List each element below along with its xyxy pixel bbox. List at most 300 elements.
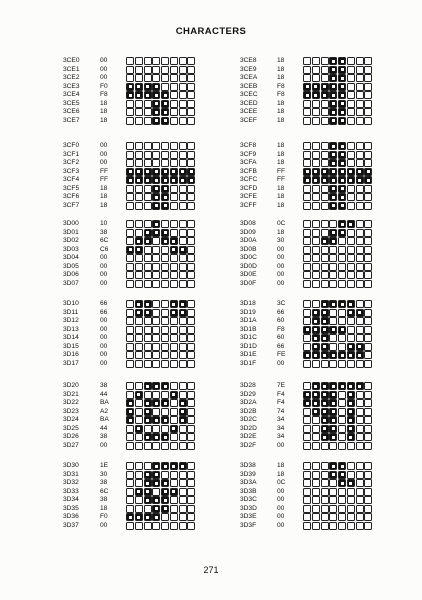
bit-cell-on	[144, 471, 152, 479]
bit-cell-off	[126, 220, 134, 228]
bit-cell-off	[338, 513, 346, 521]
bit-cell-off	[329, 254, 337, 262]
bit-cell-off	[187, 343, 195, 351]
bit-cell-off	[356, 254, 364, 262]
bit-cell-off	[321, 263, 329, 271]
bit-cell-on	[144, 382, 152, 390]
bit-cell-off	[303, 479, 311, 487]
bit-cell-off	[329, 488, 337, 496]
address-label: 3D3A	[240, 479, 257, 487]
hex-value: 66	[100, 308, 108, 316]
address-label: 3D07	[63, 279, 79, 287]
bit-cell-off	[144, 334, 152, 342]
bit-cell-on	[321, 176, 329, 184]
bit-cell-off	[126, 317, 134, 325]
bit-cell-on	[312, 399, 320, 407]
hex-value: F4	[277, 399, 285, 407]
bit-cell-on	[338, 176, 346, 184]
bit-cell-off	[312, 57, 320, 65]
hex-value: 6C	[100, 487, 109, 495]
bit-cell-off	[135, 100, 143, 108]
bit-cell-off	[161, 57, 169, 65]
bit-cell-off	[356, 246, 364, 254]
bit-cell-off	[161, 280, 169, 288]
bit-cell-off	[312, 522, 320, 530]
bit-cell-off	[187, 263, 195, 271]
hex-value: 18	[100, 193, 108, 201]
bit-cell-off	[187, 271, 195, 279]
bit-cell-off	[144, 108, 152, 116]
bit-cell-off	[187, 91, 195, 99]
address-label: 3D17	[63, 359, 79, 367]
bit-cell-on	[161, 193, 169, 201]
bit-cell-off	[347, 271, 355, 279]
bit-cell-off	[179, 100, 187, 108]
hex-value: 00	[277, 487, 285, 495]
hex-value: 60	[277, 317, 285, 325]
bit-cell-off	[312, 202, 320, 210]
bit-cell-off	[170, 74, 178, 82]
hex-value: F8	[277, 91, 285, 99]
hex-value: 34	[277, 424, 285, 432]
bit-cell-off	[126, 479, 134, 487]
bit-cell-off	[356, 220, 364, 228]
bit-cell-off	[329, 513, 337, 521]
bit-cell-off	[179, 263, 187, 271]
bit-cell-on	[356, 176, 364, 184]
bit-cell-off	[135, 360, 143, 368]
bit-cell-on	[364, 168, 372, 176]
bit-cell-off	[312, 66, 320, 74]
hex-value: BA	[100, 399, 109, 407]
hex-value: 00	[100, 441, 108, 449]
bit-cell-off	[347, 74, 355, 82]
bit-cell-on	[144, 488, 152, 496]
bit-cell-on	[161, 382, 169, 390]
address-label: 3CF9	[240, 150, 257, 158]
bit-cell-off	[338, 263, 346, 271]
bit-cell-on	[170, 309, 178, 317]
bit-cell-off	[364, 193, 372, 201]
bit-cell-off	[135, 74, 143, 82]
bit-cell-on	[338, 74, 346, 82]
address-label: 3D13	[63, 325, 79, 333]
bit-cell-off	[338, 408, 346, 416]
bit-cell-off	[338, 391, 346, 399]
bit-cell-off	[312, 220, 320, 228]
bit-cell-off	[170, 185, 178, 193]
bit-cell-on	[338, 462, 346, 470]
bit-cell-on	[161, 496, 169, 504]
bit-cell-off	[321, 193, 329, 201]
bit-cell-on	[179, 246, 187, 254]
hex-value: 00	[100, 262, 108, 270]
bit-cell-off	[329, 442, 337, 450]
address-label: 3CEA	[240, 74, 258, 82]
bit-cell-off	[364, 334, 372, 342]
bit-cell-on	[170, 425, 178, 433]
bit-cell-off	[161, 300, 169, 308]
hex-value: 00	[277, 504, 285, 512]
address-label: 3CE2	[63, 74, 80, 82]
bit-cell-off	[152, 317, 160, 325]
bit-cell-off	[356, 471, 364, 479]
bit-cell-on	[321, 83, 329, 91]
bit-cell-on	[152, 229, 160, 237]
bit-cell-on	[126, 399, 134, 407]
bit-cell-off	[303, 142, 311, 150]
bit-cell-off	[179, 83, 187, 91]
bit-cell-off	[144, 100, 152, 108]
bit-cell-off	[329, 271, 337, 279]
bit-cell-off	[126, 66, 134, 74]
bit-cell-on	[161, 229, 169, 237]
bit-cell-on	[347, 399, 355, 407]
address-label: 3CF6	[63, 193, 80, 201]
bit-cell-off	[161, 254, 169, 262]
bit-cell-off	[338, 343, 346, 351]
bit-cell-off	[144, 271, 152, 279]
bit-cell-off	[347, 263, 355, 271]
bit-cell-off	[126, 57, 134, 65]
hex-value: 18	[277, 228, 285, 236]
bit-cell-off	[126, 254, 134, 262]
bit-cell-off	[356, 202, 364, 210]
page-number: 271	[203, 565, 219, 575]
bit-cell-on	[356, 382, 364, 390]
bit-cell-on	[179, 416, 187, 424]
bit-cell-off	[126, 185, 134, 193]
bit-cell-off	[364, 202, 372, 210]
bit-cell-on	[135, 83, 143, 91]
bit-cell-off	[321, 151, 329, 159]
bit-cell-off	[126, 159, 134, 167]
address-label: 3D3B	[240, 487, 257, 495]
hex-value: 00	[277, 513, 285, 521]
bit-cell-off	[161, 360, 169, 368]
bit-cell-on	[135, 309, 143, 317]
hex-value: 00	[100, 57, 108, 64]
bit-cell-off	[126, 488, 134, 496]
bit-cell-off	[364, 408, 372, 416]
bit-cell-off	[126, 100, 134, 108]
bit-cell-off	[135, 263, 143, 271]
bit-cell-on	[152, 513, 160, 521]
bit-cell-off	[303, 505, 311, 513]
hex-value: 00	[100, 159, 108, 167]
bit-cell-off	[135, 471, 143, 479]
bit-cell-off	[170, 91, 178, 99]
bit-cell-off	[187, 317, 195, 325]
bit-cell-on	[303, 83, 311, 91]
bit-cell-off	[321, 202, 329, 210]
bit-cell-off	[170, 351, 178, 359]
address-label: 3D27	[63, 441, 79, 449]
bit-cell-off	[152, 271, 160, 279]
address-label: 3D0B	[240, 245, 257, 253]
bit-cell-off	[179, 471, 187, 479]
bit-cell-off	[321, 108, 329, 116]
bit-cell-on	[161, 433, 169, 441]
bit-cell-on	[179, 462, 187, 470]
address-label: 3D35	[63, 504, 79, 512]
bit-cell-off	[135, 220, 143, 228]
address-label: 3CFC	[240, 176, 258, 184]
bit-cell-on	[321, 168, 329, 176]
bit-cell-off	[312, 505, 320, 513]
bit-cell-off	[170, 159, 178, 167]
bit-cell-off	[364, 399, 372, 407]
address-label: 3CEF	[240, 116, 257, 124]
bit-cell-on	[170, 300, 178, 308]
hex-value: 18	[277, 184, 285, 192]
bit-cell-off	[364, 220, 372, 228]
bit-cell-off	[303, 263, 311, 271]
bit-cell-off	[170, 416, 178, 424]
bit-cell-off	[321, 100, 329, 108]
bit-cell-off	[303, 462, 311, 470]
bit-cell-off	[303, 229, 311, 237]
bit-cell-on	[303, 391, 311, 399]
bit-cell-off	[135, 382, 143, 390]
bit-cell-on	[179, 176, 187, 184]
bit-cell-off	[144, 317, 152, 325]
bit-cell-off	[152, 326, 160, 334]
bit-cell-off	[347, 513, 355, 521]
bit-cell-off	[329, 522, 337, 530]
bit-cell-off	[152, 280, 160, 288]
bit-cell-off	[126, 202, 134, 210]
bit-cell-off	[303, 74, 311, 82]
bit-cell-off	[364, 416, 372, 424]
bit-cell-on	[347, 309, 355, 317]
bit-cell-off	[312, 479, 320, 487]
bit-cell-off	[179, 522, 187, 530]
bit-cell-off	[135, 522, 143, 530]
bit-cell-off	[356, 326, 364, 334]
hex-value: 7E	[277, 382, 286, 389]
bit-cell-off	[144, 522, 152, 530]
bit-cell-off	[312, 254, 320, 262]
bit-cell-off	[321, 246, 329, 254]
bit-cell-off	[347, 91, 355, 99]
hex-value: 38	[100, 496, 108, 504]
hex-value: 38	[100, 479, 108, 487]
hex-value: 00	[100, 150, 108, 158]
bit-cell-on	[144, 237, 152, 245]
address-label: 3D26	[63, 433, 79, 441]
bit-cell-off	[187, 237, 195, 245]
bit-cell-on	[338, 91, 346, 99]
bit-cell-on	[161, 479, 169, 487]
bit-cell-off	[179, 343, 187, 351]
bit-cell-off	[187, 185, 195, 193]
hex-value: F0	[100, 513, 108, 521]
bit-cell-off	[152, 151, 160, 159]
bit-cell-off	[126, 343, 134, 351]
bit-cell-on	[144, 300, 152, 308]
bit-cell-off	[338, 505, 346, 513]
bit-cell-off	[364, 317, 372, 325]
bit-cell-on	[312, 176, 320, 184]
bit-cell-off	[356, 522, 364, 530]
bit-cell-on	[152, 202, 160, 210]
bit-cell-off	[135, 142, 143, 150]
bit-cell-off	[161, 263, 169, 271]
address-label: 3D20	[63, 382, 79, 389]
address-label: 3D23	[63, 407, 79, 415]
bit-cell-off	[303, 360, 311, 368]
bit-cell-on	[338, 471, 346, 479]
bit-cell-off	[135, 351, 143, 359]
bit-cell-on	[161, 176, 169, 184]
bit-cell-on	[187, 168, 195, 176]
bit-cell-on	[347, 168, 355, 176]
bit-cell-on	[144, 416, 152, 424]
bit-cell-on	[312, 168, 320, 176]
bit-cell-off	[126, 280, 134, 288]
bit-cell-off	[144, 391, 152, 399]
address-label: 3CE7	[63, 116, 80, 124]
bit-cell-off	[144, 66, 152, 74]
bit-cell-off	[170, 83, 178, 91]
bit-cell-on	[135, 246, 143, 254]
hex-value: 6C	[100, 237, 109, 245]
bit-cell-off	[170, 271, 178, 279]
bit-cell-off	[347, 360, 355, 368]
bit-cell-off	[179, 351, 187, 359]
bit-cell-off	[126, 334, 134, 342]
bit-cell-on	[329, 326, 337, 334]
address-label: 3CFD	[240, 184, 258, 192]
bit-cell-off	[347, 334, 355, 342]
bit-cell-off	[161, 442, 169, 450]
bit-cell-off	[364, 91, 372, 99]
address-label: 3D15	[63, 342, 79, 350]
bit-cell-on	[152, 168, 160, 176]
bit-cell-off	[356, 280, 364, 288]
bit-cell-on	[321, 382, 329, 390]
bit-cell-on	[338, 83, 346, 91]
address-label: 3CE9	[240, 65, 257, 73]
bit-cell-off	[187, 334, 195, 342]
bit-cell-on	[152, 108, 160, 116]
bit-cell-off	[135, 159, 143, 167]
bit-cell-off	[161, 351, 169, 359]
hex-value: 38	[100, 382, 108, 389]
bit-cell-on	[152, 220, 160, 228]
bit-cell-off	[356, 83, 364, 91]
bit-cell-on	[312, 408, 320, 416]
bit-cell-on	[321, 408, 329, 416]
bit-cell-off	[187, 254, 195, 262]
bit-cell-on	[347, 479, 355, 487]
hex-value: 74	[277, 407, 285, 415]
bit-cell-on	[126, 176, 134, 184]
address-label: 3D21	[63, 390, 79, 398]
bit-cell-on	[161, 108, 169, 116]
bit-cell-on	[321, 391, 329, 399]
bit-cell-off	[356, 317, 364, 325]
bit-cell-on	[312, 317, 320, 325]
bit-cell-on	[152, 399, 160, 407]
bit-cell-off	[347, 442, 355, 450]
bit-cell-off	[321, 462, 329, 470]
bit-cell-off	[161, 151, 169, 159]
address-label: 3CE6	[63, 108, 80, 116]
bit-cell-on	[152, 416, 160, 424]
bit-cell-off	[179, 74, 187, 82]
bit-cell-off	[179, 202, 187, 210]
bit-cell-off	[356, 142, 364, 150]
bit-cell-on	[347, 408, 355, 416]
bit-cell-off	[312, 280, 320, 288]
bit-cell-off	[179, 185, 187, 193]
bit-cell-on	[329, 351, 337, 359]
address-label: 3CF1	[63, 150, 80, 158]
bit-cell-off	[179, 91, 187, 99]
bit-cell-off	[135, 326, 143, 334]
bit-cell-on	[135, 237, 143, 245]
bit-cell-off	[187, 351, 195, 359]
bit-cell-on	[179, 300, 187, 308]
hex-value: 00	[277, 254, 285, 262]
hex-value: 00	[277, 521, 285, 529]
bit-cell-on	[321, 237, 329, 245]
bit-cell-off	[312, 74, 320, 82]
bit-cell-off	[126, 74, 134, 82]
hex-value: FF	[277, 167, 286, 175]
address-label: 3D18	[240, 300, 256, 307]
address-label: 3D1D	[240, 342, 257, 350]
bit-cell-on	[338, 57, 346, 65]
bit-cell-on	[161, 505, 169, 513]
bit-cell-off	[364, 479, 372, 487]
hex-value: 0C	[277, 479, 286, 487]
bit-cell-off	[187, 193, 195, 201]
bit-cell-off	[338, 280, 346, 288]
bit-cell-off	[187, 488, 195, 496]
bit-cell-on	[152, 462, 160, 470]
bit-cell-off	[303, 193, 311, 201]
address-label: 3CED	[240, 99, 258, 107]
address-label: 3D3D	[240, 504, 257, 512]
hex-value: 18	[100, 108, 108, 116]
bit-cell-off	[364, 185, 372, 193]
bit-cell-off	[161, 513, 169, 521]
bit-cell-on	[161, 237, 169, 245]
bit-cell-off	[356, 151, 364, 159]
bit-cell-off	[170, 399, 178, 407]
bit-cell-off	[187, 100, 195, 108]
bit-cell-off	[364, 280, 372, 288]
hex-value: 00	[100, 521, 108, 529]
bit-cell-on	[347, 220, 355, 228]
bit-cell-on	[312, 334, 320, 342]
bit-cell-on	[144, 229, 152, 237]
bit-cell-on	[161, 185, 169, 193]
bit-cell-off	[135, 479, 143, 487]
hex-value: 18	[100, 116, 108, 124]
bit-cell-off	[179, 142, 187, 150]
bit-cell-on	[170, 488, 178, 496]
bit-cell-off	[187, 471, 195, 479]
address-label: 3D36	[63, 513, 79, 521]
hex-value: 18	[100, 184, 108, 192]
bit-cell-on	[152, 117, 160, 125]
bit-cell-on	[329, 117, 337, 125]
bit-cell-on	[144, 479, 152, 487]
